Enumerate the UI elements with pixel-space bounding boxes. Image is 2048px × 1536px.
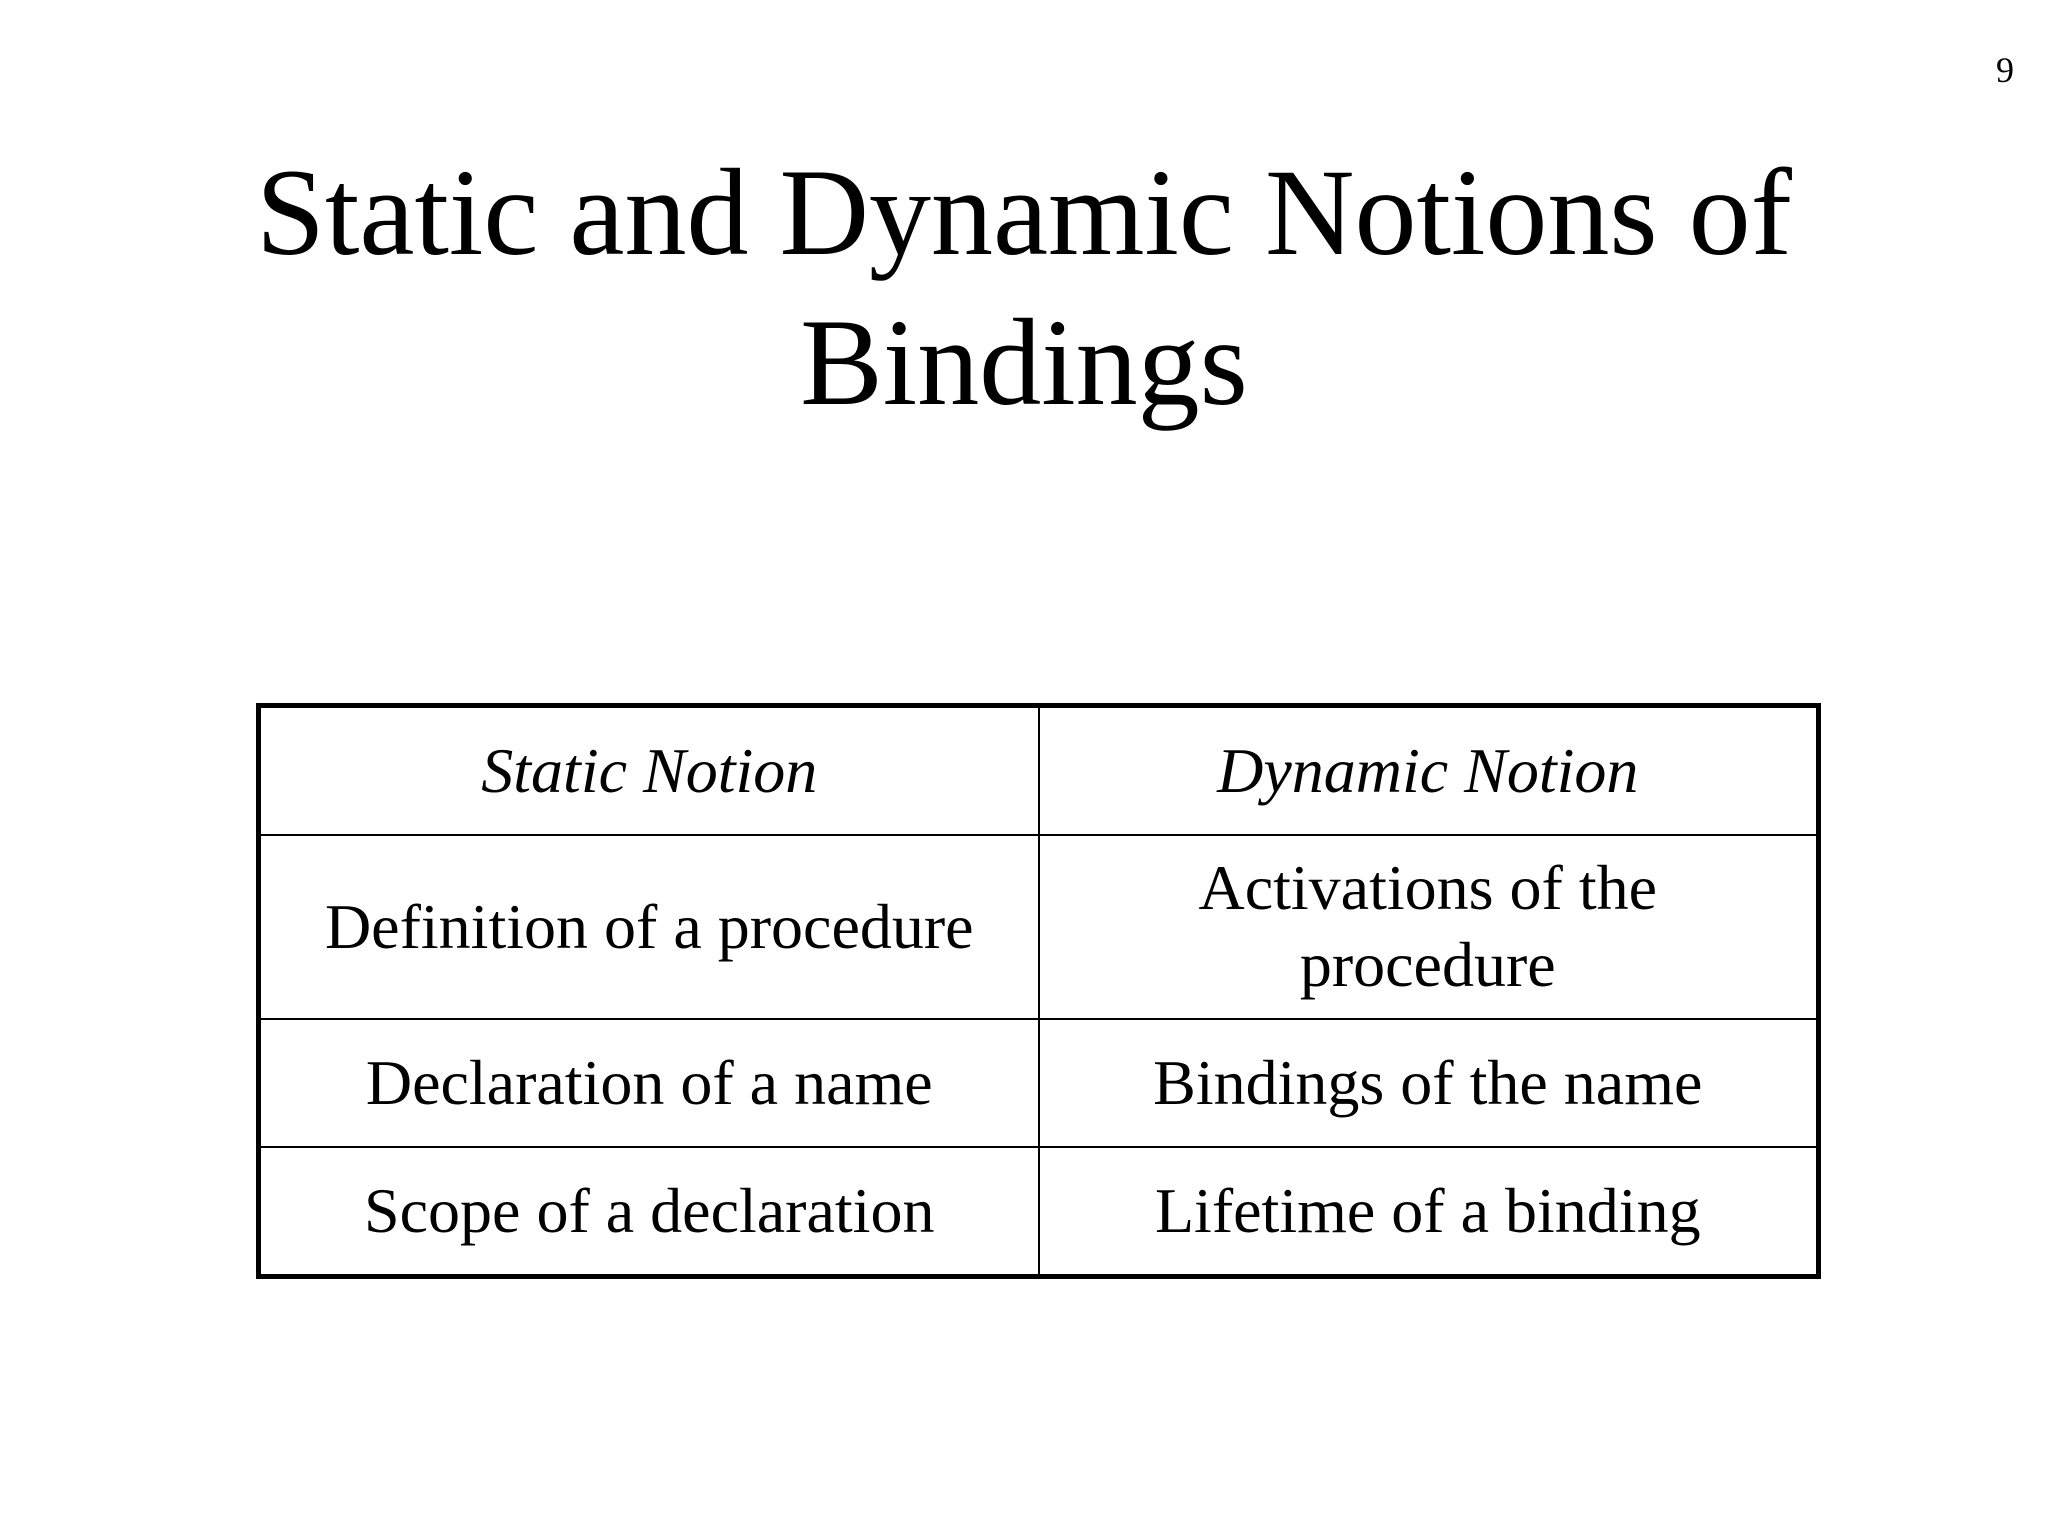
slide-title-line-1: Static and Dynamic Notions of [256,144,1792,281]
dynamic-cell-line-2: procedure [1299,929,1556,1000]
dynamic-cell [1039,835,1819,1019]
table-header-row [259,706,1819,836]
slide-title-line-2: Bindings [800,294,1248,431]
header-dynamic-notion: Dynamic Notion [1039,706,1819,836]
dynamic-cell: Lifetime of a binding [1039,1147,1819,1277]
static-cell: Declaration of a name [259,1019,1039,1147]
static-cell: Scope of a declaration [259,1147,1039,1277]
header-static-notion: Static Notion [259,706,1039,836]
table-row [259,835,1819,1019]
table-row [259,1019,1819,1147]
table-row [259,1147,1819,1277]
dynamic-cell-line-1: Activations of the [1198,852,1658,924]
slide-title [0,138,2048,438]
notions-table [256,703,1821,1279]
dynamic-cell: Bindings of the name [1039,1019,1819,1147]
page-number: 9 [1996,50,2014,90]
static-cell: Definition of a procedure [259,835,1039,1019]
